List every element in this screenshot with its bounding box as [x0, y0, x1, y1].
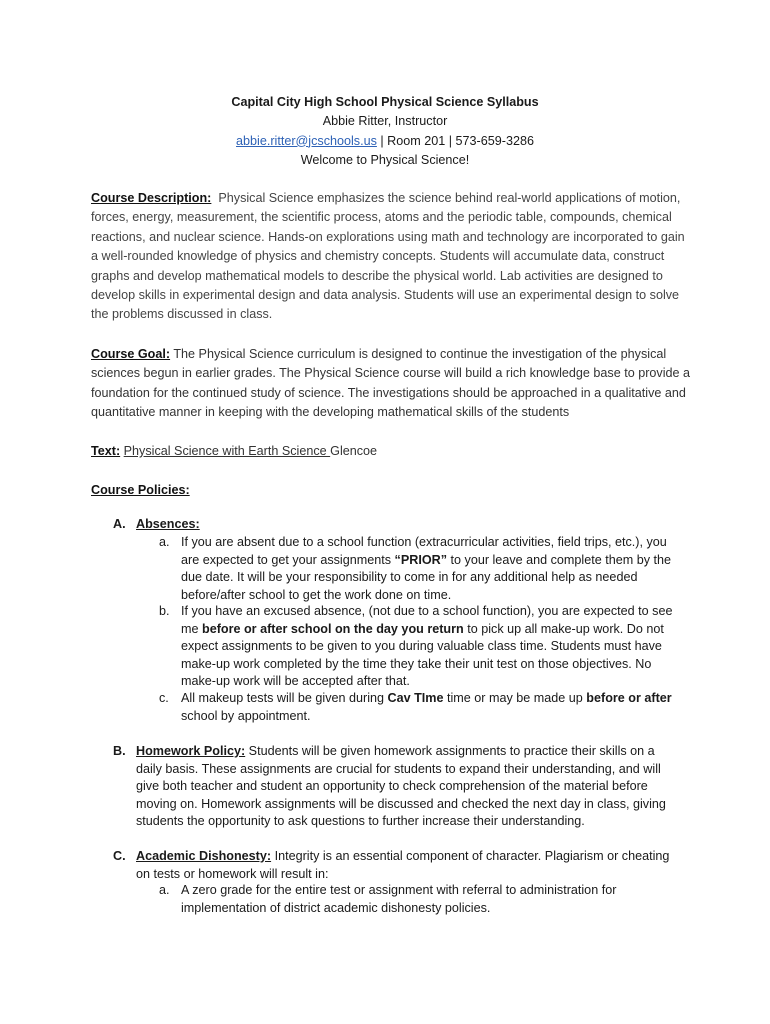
text-section [91, 442, 691, 461]
text-label: Text: [91, 444, 121, 458]
list-marker: c. [159, 691, 169, 705]
welcome-line: Welcome to Physical Science! [300, 152, 470, 167]
homework-policy-text: Students will be given homework assignments to practice their skills on a daily basis. These assignments are crucial for students to expand their understanding, and will give both teacher and student an opportunity to check comprehension of the material before moving on. Homework assignments will be discussed and checked the next day in class, giving students the opportunity to ask questions to further increase their understanding. [136, 744, 666, 829]
course-goal-text: The Physical Science curriculum is designed to continue the investigation of the physical sciences begun in earlier grades. The Physical Science course will build a rich knowledge base to provide a foundation for the continued study of science. The investigations should be approached in a qualitative and quantitative manner in keeping with the developing mathematical skills of the students [91, 347, 691, 420]
syllabus-header [0, 93, 770, 170]
absence-item-a [159, 534, 679, 604]
course-goal [91, 345, 691, 423]
homework-policy-section [113, 743, 683, 831]
dishonesty-item-a [159, 882, 679, 917]
contact-details: | Room 201 | 573-659-3286 [376, 133, 534, 148]
absence-item-c [159, 690, 679, 725]
course-description [91, 189, 691, 325]
course-description-label: Course Description: [91, 191, 212, 205]
academic-dishonesty-text: Integrity is an essential component of character. Plagiarism or cheating on tests or homework will result in: [136, 849, 670, 881]
section-letter: A. [113, 517, 126, 531]
list-marker: b. [159, 604, 170, 618]
list-item-text: If you are absent due to a school function (extracurricular activities, field trips, etc.), you are expected to get your assignments “PRIOR” to your leave and complete them by the due date. It will be your responsibility to come in for any additional help as needed before/after school to get the work done on time. [181, 535, 672, 602]
absences-label: Absences: [136, 517, 200, 531]
absence-item-b [159, 603, 679, 691]
absences-section [113, 516, 683, 534]
document-title: Capital City High School Physical Science Syllabus [231, 95, 539, 109]
course-description-text: Physical Science emphasizes the science behind real-world applications of motion, forces, energy, measurement, the scientific process, atoms and the periodic table, compounds, chemical reactions, and nuclear science. Hands-on explorations using math and technology are incorporated to gain a well-rounded knowledge of physics and chemistry concepts. Students will accumulate data, construct graphs and develop mathematical models to describe the physical world. Lab activities are designed to develop skills in experimental design and data analysis. Students will use an experimental design to solve the problems discussed in class. [91, 191, 685, 322]
contact-line [0, 132, 770, 151]
textbook-publisher: Glencoe [330, 444, 378, 458]
academic-dishonesty-section [113, 848, 683, 883]
list-item-text: All makeup tests will be given during Cav TIme time or may be made up before or after school by appointment. [181, 691, 672, 723]
list-marker: a. [159, 535, 170, 549]
course-policies-label: Course Policies: [91, 483, 190, 497]
list-marker: a. [159, 883, 170, 897]
textbook-title: Physical Science with Earth Science [123, 444, 331, 458]
academic-dishonesty-label: Academic Dishonesty: [136, 849, 272, 863]
section-letter: C. [113, 849, 126, 863]
list-item-text: A zero grade for the entire test or assignment with referral to administration for implementation of district academic dishonesty policies. [181, 883, 617, 915]
section-letter: B. [113, 744, 126, 758]
course-goal-label: Course Goal: [91, 347, 171, 361]
course-policies-heading [91, 481, 691, 500]
list-item-text: If you have an excused absence, (not due to a school function), you are expected to see me before or after school on the day you return to pick up all make-up work. Do not expect assignments to be given to you during valuable class time. Students must have make-up work completed by the time they take their unit test on those objectives. No make-up work will be accepted after that. [181, 604, 673, 689]
instructor-name: Abbie Ritter, Instructor [322, 114, 448, 129]
email-link[interactable]: abbie.ritter@jcschools.us [236, 133, 377, 148]
homework-policy-label: Homework Policy: [136, 744, 246, 758]
